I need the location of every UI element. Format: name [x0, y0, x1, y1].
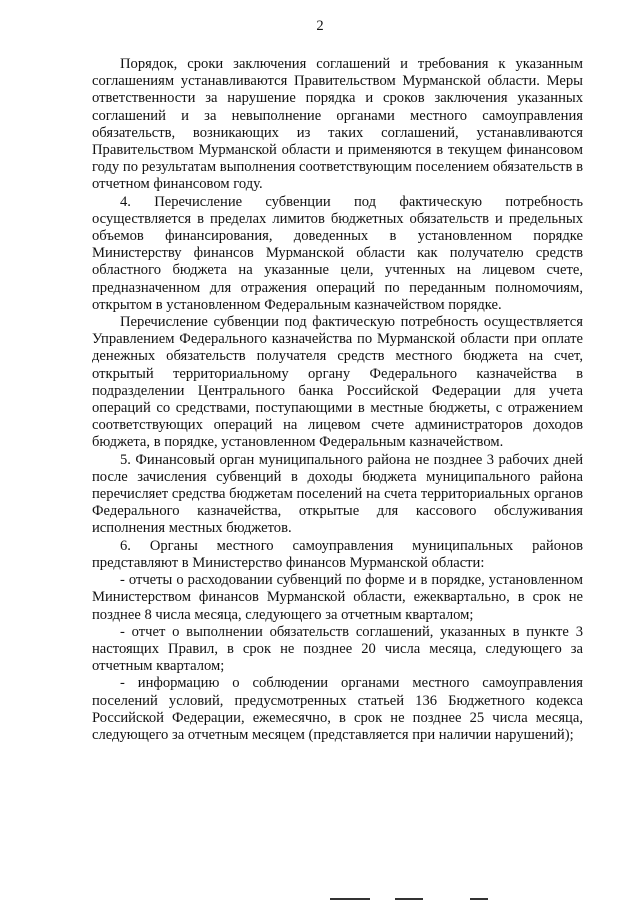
- scan-mark: [395, 898, 423, 900]
- list-item-compliance-info: - информацию о соблюдении органами местного самоуправления поселений условий, предусмотренных статьей 136 Бюджетного кодекса Российской Федерации, ежемесячно, в срок не позднее 25 числа месяца, следующего за отчетным месяцем (представляется при наличии нарушений);: [92, 675, 583, 743]
- page-bottom-artifacts: [0, 895, 640, 905]
- paragraph-4: 4. Перечисление субвенции под фактическую потребность осуществляется в пределах лимитов бюджетных обязательств и предельных объемов финансирования, доведенных в установленном порядке Министерству финансов Мурманской области как получателю средств областного бюджета на указанные цели, учтенных на лицевом счете, предназначенном для отражения операций по переданным полномочиям, открытом в установленном Федеральным казначейством порядке.: [92, 193, 583, 313]
- scan-mark: [470, 898, 488, 900]
- paragraph-6: 6. Органы местного самоуправления муниципальных районов представляют в Министерство финансов Мурманской области:: [92, 537, 583, 571]
- page-number: 2: [316, 18, 324, 34]
- list-item-agreement-report: - отчет о выполнении обязательств соглашений, указанных в пункте 3 настоящих Правил, в срок не позднее 20 числа месяца, следующего за отчетным кварталом;: [92, 623, 583, 675]
- document-body: [92, 56, 583, 744]
- paragraph-transfer: Перечисление субвенции под фактическую потребность осуществляется Управлением Федерального казначейства по Мурманской области при оплате денежных обязательств получателя средств местного бюджета на счет, открытый территориальному органу Федерального казначейства в подразделении Центрального банка Российской Федерации для учета операций со средствами, поступающими в местные бюджеты, с отражением соответствующих операций на лицевом счете администраторов доходов бюджета, в порядке, установленном Федеральным казначейством.: [92, 314, 583, 451]
- scan-mark: [330, 898, 370, 900]
- paragraph-5: 5. Финансовый орган муниципального района не позднее 3 рабочих дней после зачисления субвенций в доходы бюджета муниципального района перечисляет средства бюджетам поселений на счета территориальных органов Федерального казначейства, открытые для кассового обслуживания исполнения местных бюджетов.: [92, 451, 583, 537]
- paragraph-agreements: Порядок, сроки заключения соглашений и требования к указанным соглашениям устанавливаются Правительством Мурманской области. Меры ответственности за нарушение порядка и сроков заключения указанных соглашений и за невыполнение органами местного самоуправления обязательств, возникающих из таких соглашений, устанавливаются Правительством Мурманской области и применяются в текущем финансовом году по результатам выполнения соответствующим поселением обязательств в отчетном финансовом году.: [92, 56, 583, 193]
- list-item-reports: - отчеты о расходовании субвенций по форме и в порядке, установленном Министерством финансов Мурманской области, ежеквартально, в срок не позднее 8 числа месяца, следующего за отчетным кварталом;: [92, 572, 583, 623]
